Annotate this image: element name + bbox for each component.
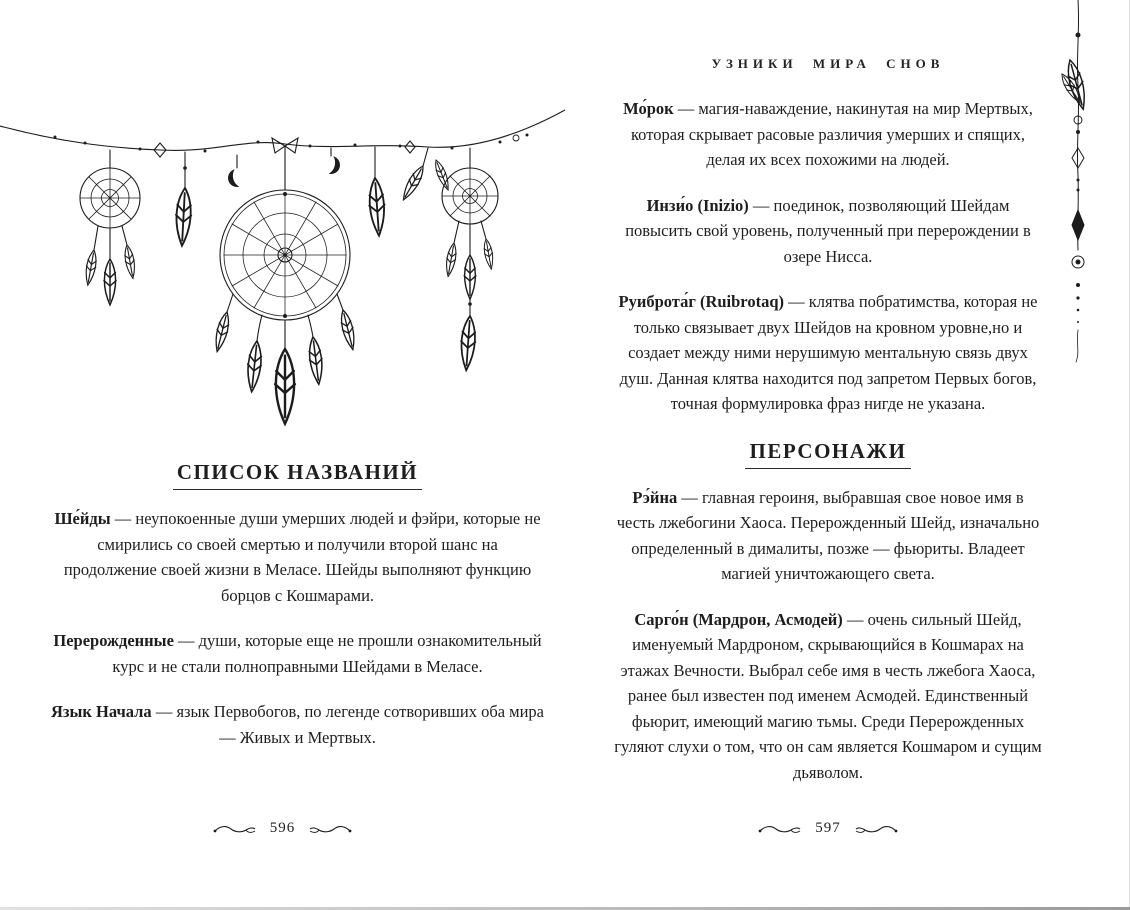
page-left-content <box>50 460 545 770</box>
entry-text: — очень сильный Шейд, именуемый Мардроном, скрывающийся в Кошмарах на этажах Вечности. Выбрал себе имя в честь лжебога Хаоса, ранее был известен под именем Асмодей. Единственный фьюрит, имеющий магию тьмы. Среди Перерожденных гуляют слухи о том, что он сам является Кошмаром и сущим дьяволом. <box>614 609 1042 782</box>
entry-text: — клятва побратимства, которая не только связывает двух Шейдов на кровном уровне,но и создает между ними нерушимую ментальную связь двух душ. Данная клятва находится под запретом Первых богов, точная формулировка фраз нигде не указана. <box>619 292 1038 413</box>
flourish-left-icon <box>213 823 257 835</box>
section-title-names <box>50 460 545 490</box>
dreamcatcher-illustration <box>0 98 565 470</box>
entry-text: — души, которые еще не прошли ознакомительный курс и не стали полноправными Шейдами в Меласе. <box>112 631 542 676</box>
entry-term: Рэ́йна <box>632 487 678 507</box>
glossary-entry <box>612 289 1044 417</box>
page-number: 597 <box>815 820 841 836</box>
page-right-content <box>612 56 1044 805</box>
running-header: УЗНИКИ МИРА СНОВ <box>711 56 945 71</box>
entry-term: Инзи́о (Inizio) <box>646 195 749 215</box>
hanging-beads-ornament <box>1040 0 1110 380</box>
glossary-entry <box>50 699 545 750</box>
section-title-names-label: СПИСОК НАЗВАНИЙ <box>173 460 422 490</box>
entry-term: Ше́йды <box>54 509 111 528</box>
flourish-right-icon <box>854 823 898 835</box>
section-title-characters <box>612 439 1044 469</box>
section-title-characters-label: ПЕРСОНАЖИ <box>745 439 910 469</box>
glossary-entry <box>50 628 545 679</box>
character-entry <box>612 607 1044 786</box>
entry-text: — неупокоенные души умерших людей и фэйри, которые не смирились со своей смертью и получили второй шанс на продолжение своей жизни в Меласе. Шейды выполняют функцию борцов с Кошмарами. <box>63 509 541 605</box>
glossary-entry <box>612 96 1044 173</box>
glossary-entry <box>612 193 1044 270</box>
page-number: 596 <box>269 820 296 836</box>
entry-text: — язык Первобогов, по легенде сотворивших оба мира — Живых и Мертвых. <box>151 702 545 747</box>
page-footer-left <box>0 820 565 837</box>
character-entry <box>612 485 1044 587</box>
flourish-left-icon <box>758 823 802 835</box>
entry-term: Сарго́н (Мардрон, Асмодей) <box>634 609 843 629</box>
entry-text: — главная героиня, выбравшая свое новое имя в честь лжебогини Хаоса. Перерожденный Шейд, изначально определенный в дималиты, позже — фьюриты. Владеет магией уничтожающего света. <box>616 487 1040 583</box>
entry-term: Перерожденные <box>53 631 174 650</box>
entry-text: — поединок, позволяющий Шейдам повысить свой уровень, полученный при перерождении в озере Нисса. <box>625 195 1031 266</box>
entry-term: Мо́рок <box>623 99 674 118</box>
glossary-entry <box>50 506 545 608</box>
entry-term: Руиброта́г (Ruibrotaq) <box>618 292 784 311</box>
entry-text: — магия-наваждение, накинутая на мир Мертвых, которая скрывает расовые различия умерших и спящих, делая их всех похожими на людей. <box>630 99 1033 169</box>
page-footer-right <box>612 820 1044 837</box>
entry-term: Язык Начала <box>50 702 152 721</box>
flourish-right-icon <box>308 823 352 835</box>
cord-beads <box>54 134 529 319</box>
